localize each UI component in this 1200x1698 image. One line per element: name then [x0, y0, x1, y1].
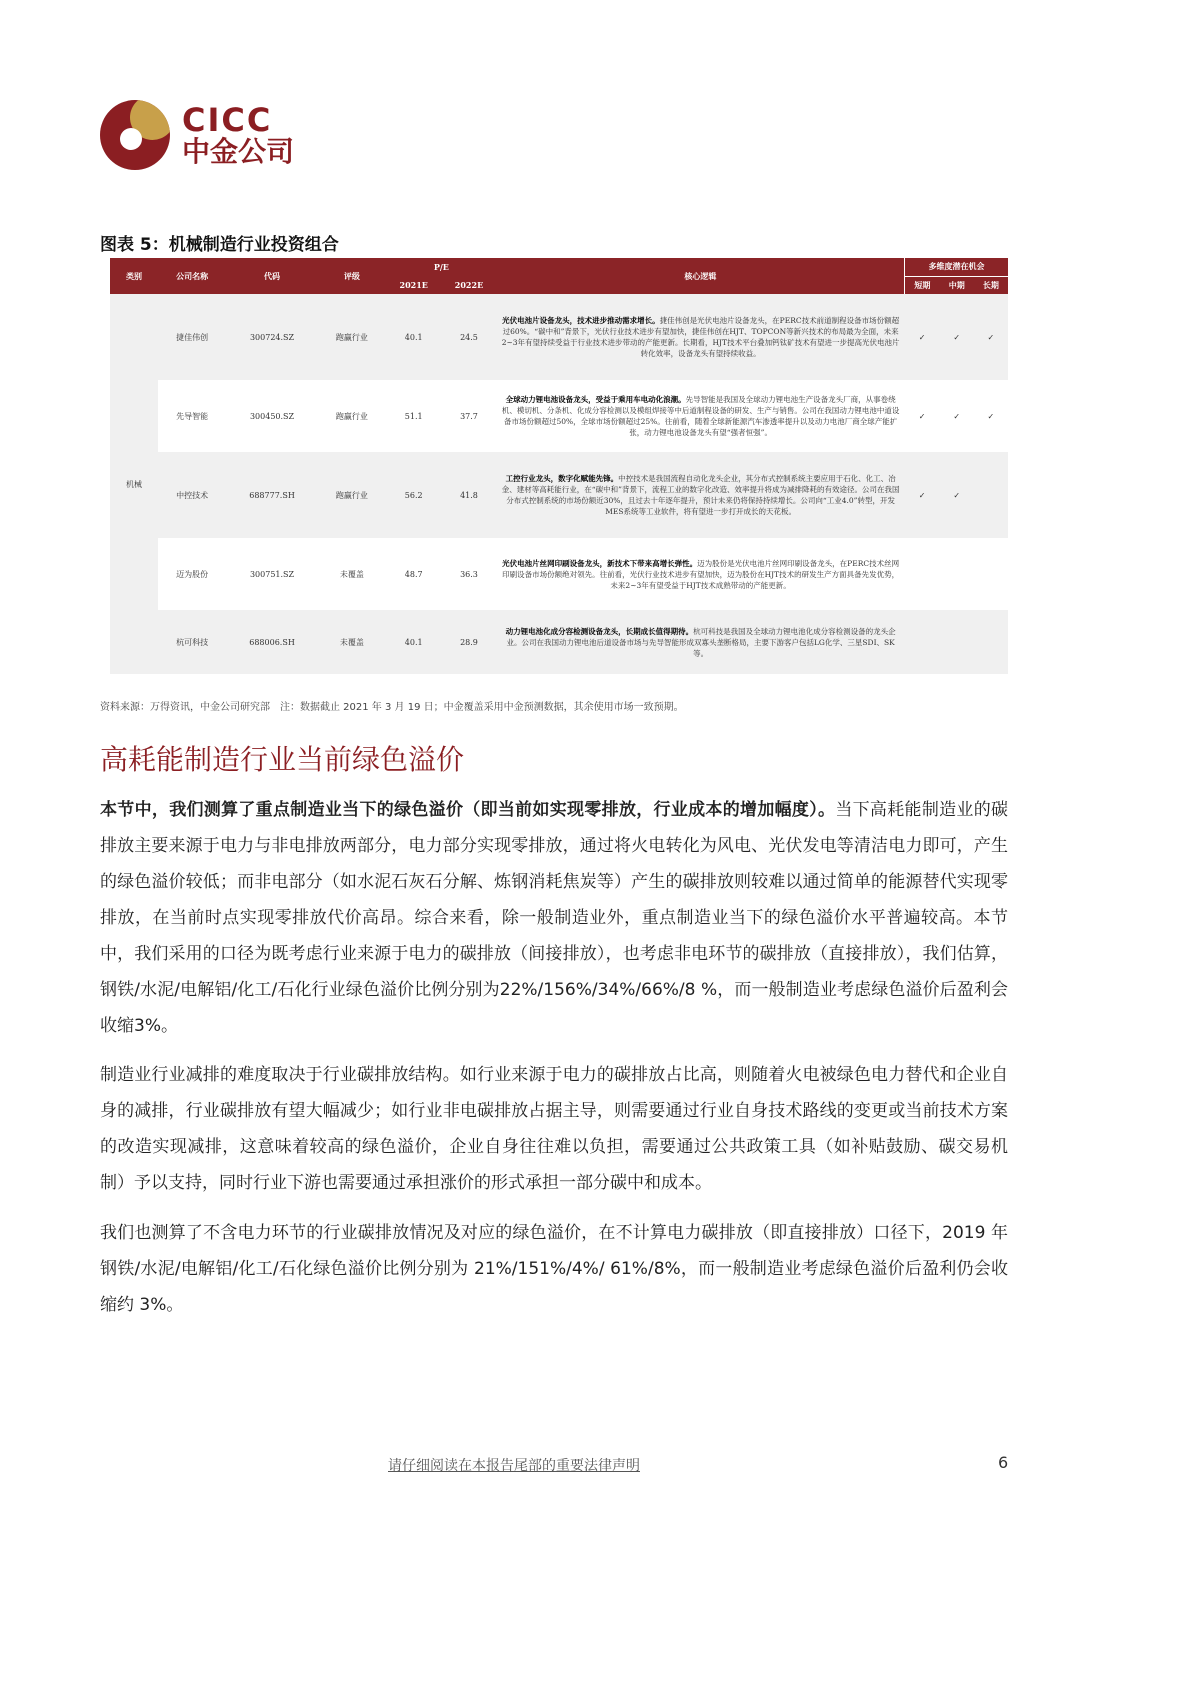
header-long: 长期	[974, 276, 1008, 294]
long-term-check	[974, 294, 1008, 380]
header-short: 短期	[905, 276, 940, 294]
short-term-check	[905, 294, 940, 380]
short-term-check	[905, 610, 940, 674]
core-logic-body: 迈为股份是光伏电池片丝网印刷设备龙头，在PERC技术丝网印刷设备市场份额绝对领先。往前看，光伏行业技术进步有望加快，迈为股份在HJT技术的研发生产方面具备先发优势，未来2~3年有望受益于HJT技术成熟带动的产能更新。	[502, 558, 900, 590]
core-logic	[497, 452, 905, 538]
paragraph-2: 制造业行业减排的难度取决于行业碳排放结构。如行业来源于电力的碳排放占比高，则随着火电被绿色电力替代和企业自身的减排，行业碳排放有望大幅减少；如行业非电碳排放占据主导，则需要通过行业自身技术路线的变更或当前技术方案的改造实现减排，这意味着较高的绿色溢价，企业自身往往难以负担，需要通过公共政策工具（如补贴鼓励、碳交易机制）予以支持，同时行业下游也需要通过承担涨价的形式承担一部分碳中和成本。	[100, 1065, 1008, 1193]
cicc-logo	[100, 100, 294, 170]
core-logic-body: 先导智能是我国及全球动力锂电池生产设备龙头厂商，从事卷绕机、模切机、分条机、化成分容检测以及模组焊接等中后道制程设备的研发、生产与销售。公司在我国动力锂电池中道设备市场份额超过50%，全球市场份额超过25%。往前看，随着全球新能源汽车渗透率提升以及动力电池厂商全球产能扩张，动力锂电池设备龙头有望“强者恒强”。	[501, 395, 900, 437]
mid-term-check	[940, 610, 974, 674]
header-category: 类别	[110, 258, 158, 294]
logo-en: CICC	[182, 101, 273, 139]
header-mid: 中期	[940, 276, 974, 294]
pe-2021: 40.1	[386, 610, 441, 674]
pe-2022: 36.3	[441, 538, 496, 610]
check-icon: ✓	[918, 411, 926, 421]
core-logic-lead: 全球动力锂电池设备龙头，受益于乘用车电动化浪潮。	[505, 395, 686, 404]
check-icon: ✓	[918, 490, 926, 500]
rating: 未覆盖	[318, 610, 386, 674]
core-logic-body: 捷佳伟创是光伏电池片设备龙头，在PERC技术前道制程设备市场份额超过60%。“碳中和”背景下，光伏行业技术进步有望加快，捷佳伟创在HJT、TOPCON等新兴技术的布局最为全面，未来2~3年有望持续受益于行业技术进步带动的产能更新。长期看，HJT技术平台叠加钙钛矿技术有望进一步提高光伏电池片转化效率，设备龙头有望持续收益。	[501, 316, 900, 358]
check-icon: ✓	[953, 332, 961, 342]
header-pe-2021: 2021E	[386, 276, 441, 294]
rating: 跑赢行业	[318, 452, 386, 538]
check-icon: ✓	[987, 332, 995, 342]
table-row	[110, 610, 1008, 674]
short-term-check	[905, 452, 940, 538]
core-logic-body: 杭可科技是我国及全球动力锂电池化成分容检测设备的龙头企业。公司在我国动力锂电池后道设备市场与先导智能形成双寡头垄断格局，主要下游客户包括LG化学、三星SDI、SK等。	[506, 626, 896, 658]
page-number: 6	[998, 1453, 1009, 1472]
core-logic	[497, 294, 905, 380]
pe-2022: 28.9	[441, 610, 496, 674]
portfolio-table	[110, 258, 1008, 674]
rating: 跑赢行业	[318, 294, 386, 380]
paragraph-1-lead: 本节中，我们测算了重点制造业当下的绿色溢价（即当前如实现零排放，行业成本的增加幅度）。	[100, 800, 836, 820]
rating: 跑赢行业	[318, 380, 386, 452]
mid-term-check	[940, 294, 974, 380]
figure-title: 图表 5：机械制造行业投资组合	[100, 235, 339, 255]
source-note: 资料来源：万得资讯，中金公司研究部 注：数据截止 2021 年 3 月 19 日；中金覆盖采用中金预测数据，其余使用市场一致预期。	[100, 702, 684, 713]
cicc-logo-icon	[100, 100, 170, 170]
core-logic	[497, 538, 905, 610]
long-term-check	[974, 610, 1008, 674]
table-row	[110, 452, 1008, 538]
long-term-check	[974, 452, 1008, 538]
company-name: 捷佳伟创	[158, 294, 226, 380]
pe-2021: 56.2	[386, 452, 441, 538]
core-logic-lead: 光伏电池片设备龙头，技术进步推动需求增长。	[502, 316, 660, 325]
table-row	[110, 294, 1008, 380]
short-term-check	[905, 538, 940, 610]
mid-term-check	[940, 538, 974, 610]
pe-2021: 51.1	[386, 380, 441, 452]
header-horizon: 多维度潜在机会	[905, 258, 1008, 276]
header-company: 公司名称	[158, 258, 226, 294]
mid-term-check	[940, 452, 974, 538]
pe-2022: 41.8	[441, 452, 496, 538]
check-icon: ✓	[953, 490, 961, 500]
table-row	[110, 538, 1008, 610]
stock-code: 300724.SZ	[226, 294, 317, 380]
pe-2021: 48.7	[386, 538, 441, 610]
pe-2022: 37.7	[441, 380, 496, 452]
check-icon: ✓	[987, 411, 995, 421]
pe-2021: 40.1	[386, 294, 441, 380]
company-name: 杭可科技	[158, 610, 226, 674]
long-term-check	[974, 538, 1008, 610]
header-rating: 评级	[318, 258, 386, 294]
core-logic-lead: 工控行业龙头，数字化赋能先锋。	[505, 474, 619, 483]
core-logic	[497, 380, 905, 452]
paragraph-3: 我们也测算了不含电力环节的行业碳排放情况及对应的绿色溢价，在不计算电力碳排放（即直接排放）口径下，2019 年钢铁/水泥/电解铝/化工/石化绿色溢价比例分别为 21%/151%/4%/ 61%/8%，而一般制造业考虑绿色溢价后盈利仍会收缩约 3%。	[100, 1223, 1008, 1315]
check-icon: ✓	[953, 411, 961, 421]
legal-notice-link[interactable]: 请仔细阅读在本报告尾部的重要法律声明	[388, 1458, 640, 1474]
short-term-check	[905, 380, 940, 452]
core-logic-lead: 光伏电池片丝网印刷设备龙头，新技术下带来高增长弹性。	[502, 558, 698, 568]
mid-term-check	[940, 380, 974, 452]
header-logic: 核心逻辑	[497, 258, 905, 294]
core-logic-lead: 动力锂电池化成分容检测设备龙头，长期成长值得期待。	[505, 626, 694, 636]
stock-code: 688006.SH	[226, 610, 317, 674]
company-name: 迈为股份	[158, 538, 226, 610]
logo-cn: 中金公司	[182, 135, 295, 168]
stock-code: 300450.SZ	[226, 380, 317, 452]
paragraph-1-body: 当下高耗能制造业的碳排放主要来源于电力与非电排放两部分，电力部分实现零排放，通过将火电转化为风电、光伏发电等清洁电力即可，产生的绿色溢价较低；而非电部分（如水泥石灰石分解、炼钢消耗焦炭等）产生的碳排放则较难以通过简单的能源替代实现零排放，在当前时点实现零排放代价高昂。综合来看，除一般制造业外，重点制造业当下的绿色溢价水平普遍较高。本节中，我们采用的口径为既考虑行业来源于电力的碳排放（间接排放），也考虑非电环节的碳排放（直接排放），我们估算，钢铁/水泥/电解铝/化工/石化行业绿色溢价比例分别为22%/156%/34%/66%/8 %，而一般制造业考虑绿色溢价后盈利会收缩3%。	[100, 800, 1009, 1036]
paragraph-1	[100, 792, 1008, 1044]
stock-code: 688777.SH	[226, 452, 317, 538]
core-logic	[497, 610, 905, 674]
core-logic-body: 中控技术是我国流程自动化龙头企业，其分布式控制系统主要应用于石化、化工、冶金、建材等高耗能行业，在“碳中和”背景下，流程工业的数字化改造、效率提升将成为减排降耗的有效途径。公司在我国分布式控制系统的市场份额近30%，且过去十年逐年提升，预计未来仍将保持持续增长。公司向“工业4.0”转型，开发MES系统等工业软件，将有望进一步打开成长的天花板。	[501, 474, 900, 516]
pe-2022: 24.5	[441, 294, 496, 380]
table-row	[110, 380, 1008, 452]
header-pe-2022: 2022E	[441, 276, 496, 294]
category-cell: 机械	[110, 294, 158, 674]
header-pe: P/E	[386, 258, 497, 276]
company-name: 中控技术	[158, 452, 226, 538]
stock-code: 300751.SZ	[226, 538, 317, 610]
long-term-check	[974, 380, 1008, 452]
rating: 未覆盖	[318, 538, 386, 610]
section-title: 高耗能制造行业当前绿色溢价	[100, 743, 465, 776]
check-icon: ✓	[918, 332, 926, 342]
header-code: 代码	[226, 258, 317, 294]
company-name: 先导智能	[158, 380, 226, 452]
